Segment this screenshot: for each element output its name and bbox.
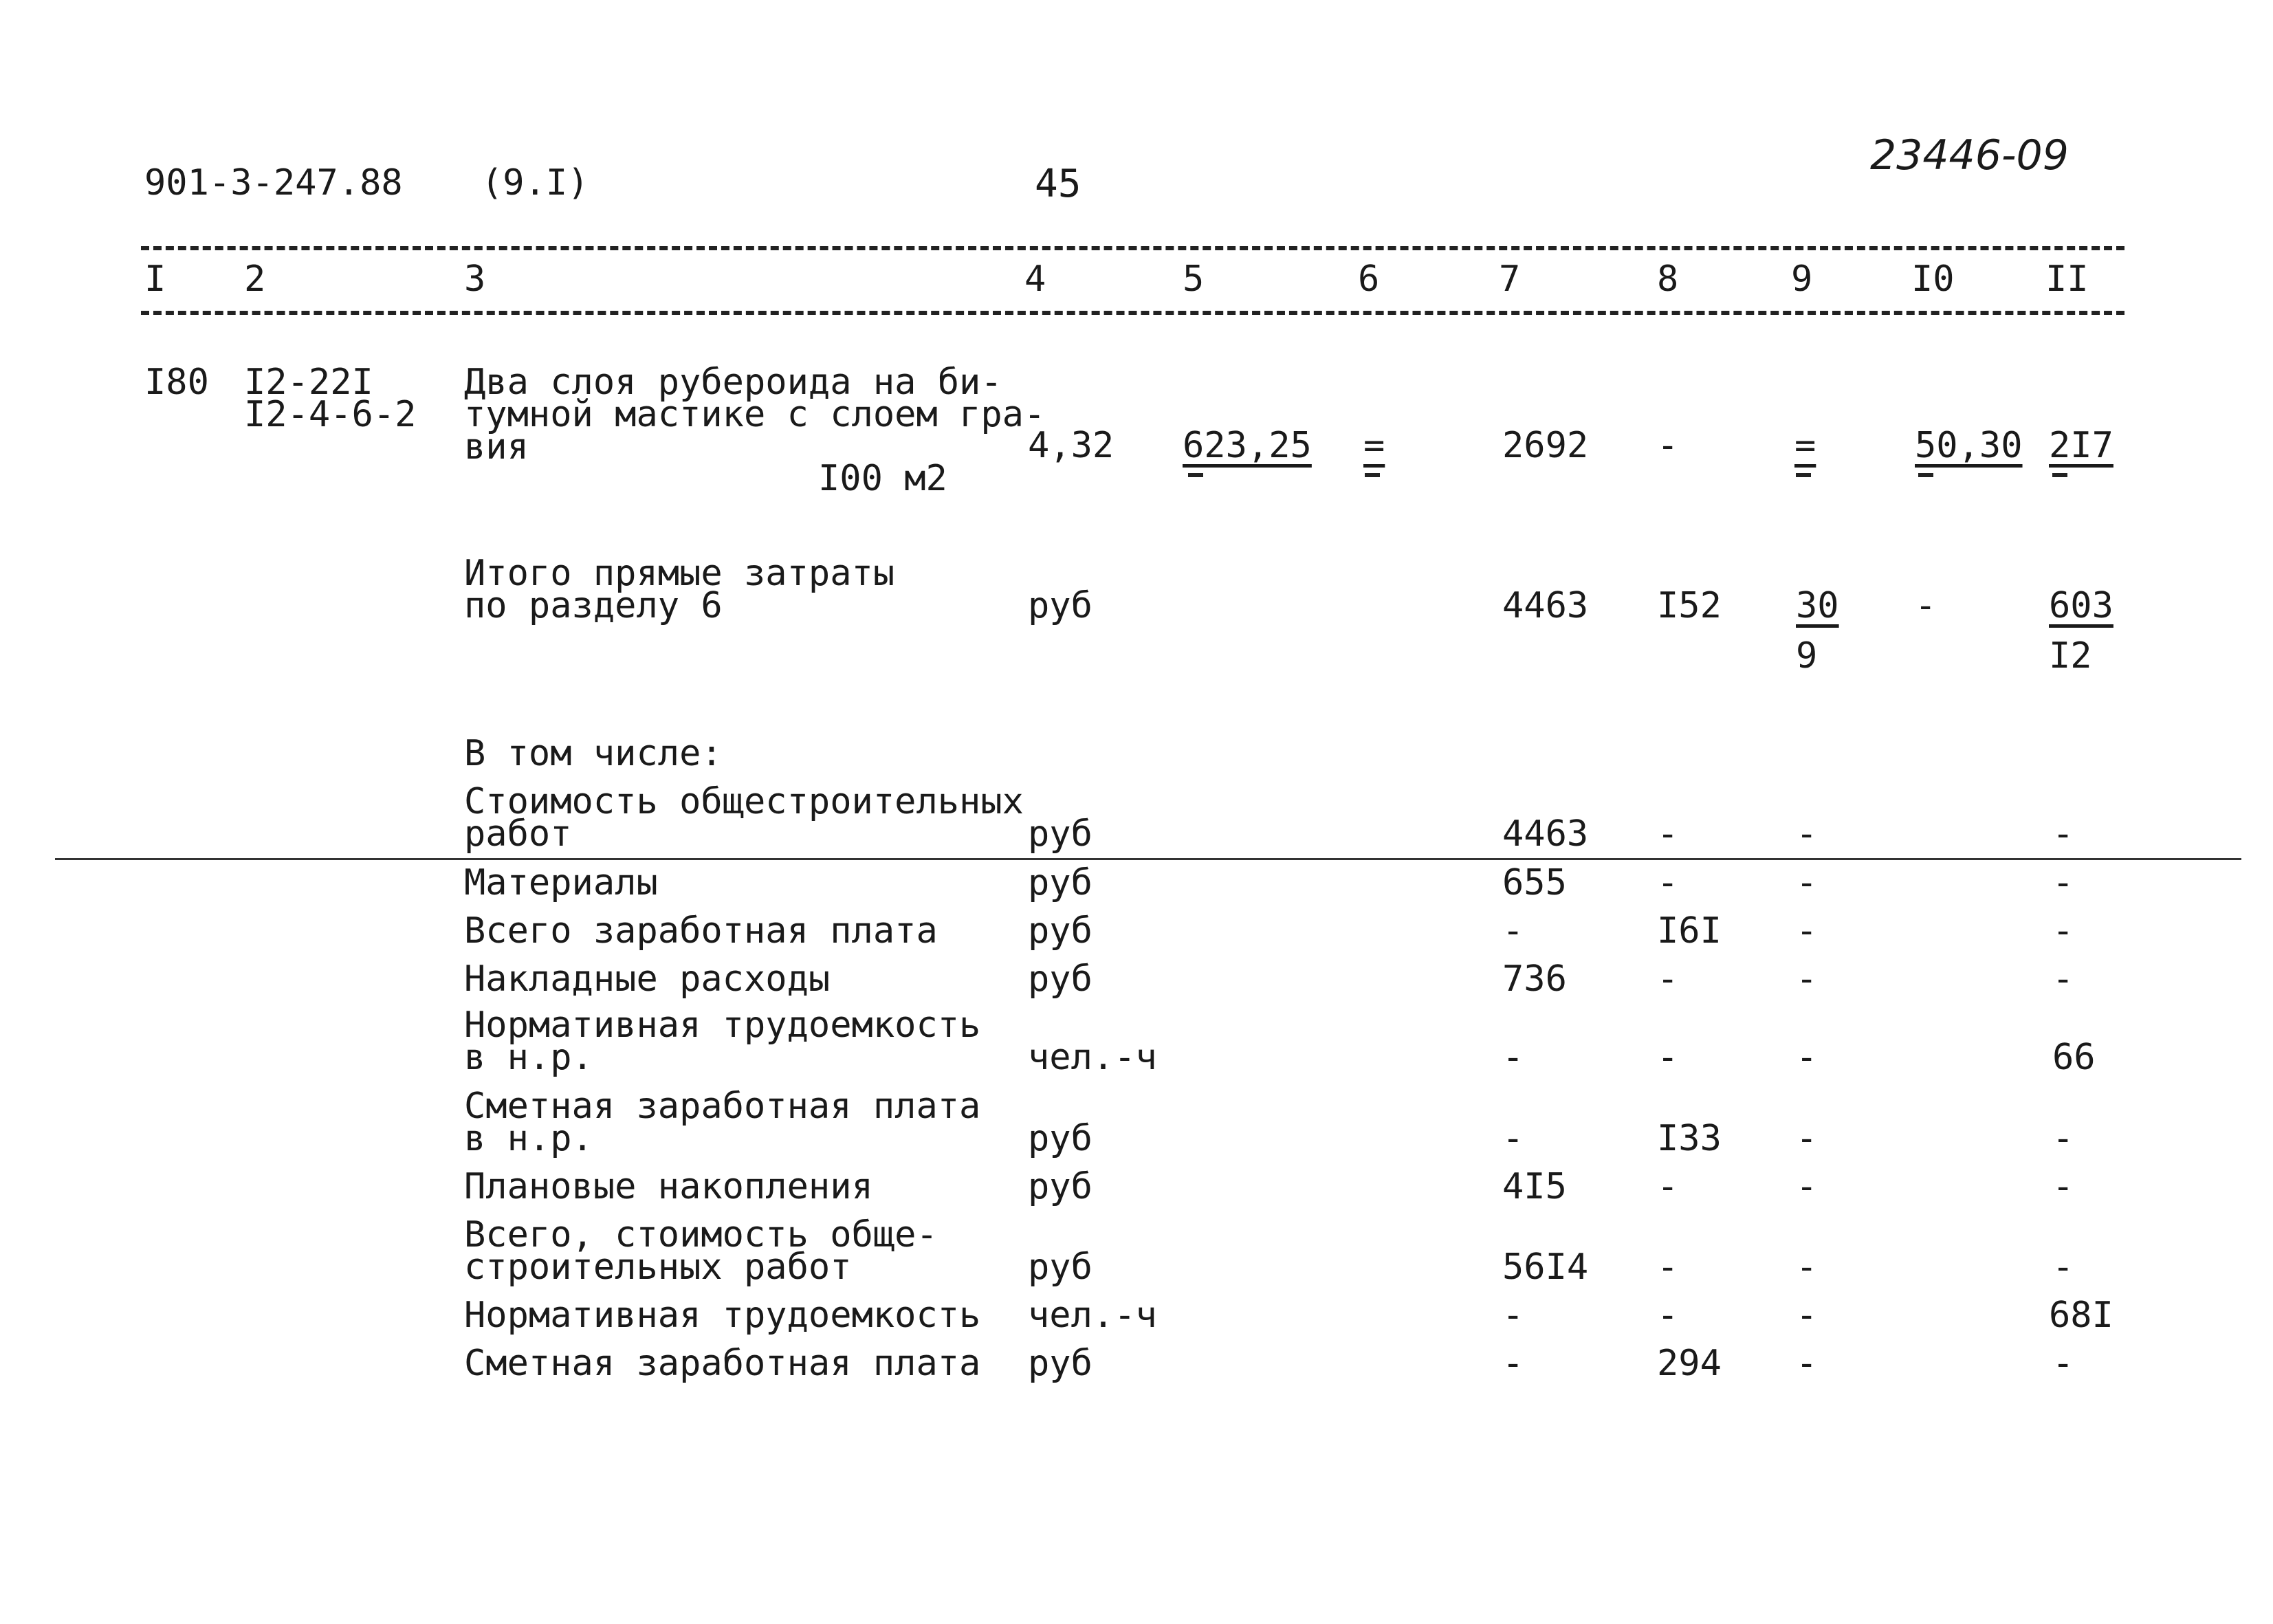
row-labor-col8: - [1657, 1295, 1679, 1336]
row-labor-col9: - [1796, 1295, 1818, 1336]
row-total-wages-col7: - [1502, 910, 1524, 952]
entry-quantity: 4,32 [1028, 425, 1114, 466]
row-total-wages-col8: I6I [1657, 910, 1722, 952]
row-estimated-wages-overhead-unit: руб [1028, 1118, 1092, 1159]
row-labor-overhead-col8: - [1657, 1037, 1679, 1078]
col11-subvalue-dash [2052, 473, 2067, 477]
row-materials-unit: руб [1028, 862, 1092, 903]
row-materials-label: Материалы [464, 862, 658, 903]
total-direct-col11-top: 603 [2049, 585, 2113, 626]
row-general-works-unit: руб [1028, 813, 1092, 855]
row-grand-total-col11: - [2052, 1247, 2074, 1288]
row-total-wages-unit: руб [1028, 910, 1092, 952]
row-planned-savings-unit: руб [1028, 1166, 1092, 1207]
entry-code-2: I2-4-6-2 [244, 394, 417, 435]
row-overheads-col7: 736 [1502, 958, 1567, 1000]
row-estimated-wages-overhead-label-2: в н.р. [464, 1118, 593, 1159]
entry-col9: = [1794, 425, 1816, 466]
entry-description-line-2: тумной мастике с слоем гра- [464, 394, 1046, 435]
row-general-works-col8: - [1657, 813, 1679, 855]
header-top-rule [141, 246, 2124, 250]
entry-col7: 2692 [1502, 425, 1589, 466]
row-overheads-label: Накладные расходы [464, 958, 831, 1000]
row-grand-total-label-1: Всего, стоимость обще- [464, 1214, 938, 1255]
row-total-wages-label: Всего заработная плата [464, 910, 938, 952]
col10-subvalue-dash [1918, 473, 1933, 477]
row-labor-overhead-label-2: в н.р. [464, 1037, 593, 1078]
col-header-3: 3 [464, 259, 486, 300]
row-materials-col7: 655 [1502, 862, 1567, 903]
total-direct-label-2: по разделу 6 [464, 585, 723, 626]
col-header-6: 6 [1358, 259, 1380, 300]
entry-col8: - [1657, 425, 1679, 466]
row-labor-overhead-col7: - [1502, 1037, 1524, 1078]
row-grand-total-label-2: строительных работ [464, 1247, 852, 1288]
row-overheads-unit: руб [1028, 958, 1092, 1000]
row-planned-savings-col9: - [1796, 1166, 1818, 1207]
entry-number: I80 [144, 362, 209, 403]
row-estimated-wages-col9: - [1796, 1343, 1818, 1384]
row-estimated-wages-col11: - [2052, 1343, 2074, 1384]
page-fold-line [55, 858, 2241, 860]
row-general-works-col9: - [1796, 813, 1818, 855]
row-planned-savings-col8: - [1657, 1166, 1679, 1207]
row-planned-savings-col11: - [2052, 1166, 2074, 1207]
row-grand-total-col9: - [1796, 1247, 1818, 1288]
total-direct-label-1: Итого прямые затраты [464, 553, 895, 594]
price-subvalue-dash [1188, 473, 1203, 477]
total-direct-col9-bottom: 9 [1796, 635, 1818, 677]
total-direct-col10: - [1915, 585, 1937, 626]
row-planned-savings-col7: 4I5 [1502, 1166, 1567, 1207]
row-labor-col11: 68I [2049, 1295, 2113, 1336]
row-overheads-col11: - [2052, 958, 2074, 1000]
row-labor-unit: чел.-ч [1028, 1295, 1157, 1336]
row-estimated-wages-unit: руб [1028, 1343, 1092, 1384]
row-planned-savings-label: Плановые накопления [464, 1166, 873, 1207]
row-general-works-col7: 4463 [1502, 813, 1589, 855]
row-estimated-wages-col8: 294 [1657, 1343, 1722, 1384]
row-labor-overhead-unit: чел.-ч [1028, 1037, 1157, 1078]
row-materials-col11: - [2052, 862, 2074, 903]
row-estimated-wages-overhead-col11: - [2052, 1118, 2074, 1159]
row-total-wages-col9: - [1796, 910, 1818, 952]
row-general-works-label-1: Стоимость общестроительных [464, 781, 1024, 822]
archive-stamp: 23446-09 [1870, 131, 2069, 179]
section-number: (9.I) [481, 162, 589, 204]
col-header-11: II [2045, 259, 2089, 300]
row-estimated-wages-overhead-col8: I33 [1657, 1118, 1722, 1159]
row-labor-overhead-label-1: Нормативная трудоемкость [464, 1005, 981, 1046]
col-header-1: I [144, 259, 166, 300]
row-labor-overhead-col11: 66 [2052, 1037, 2096, 1078]
total-direct-unit: руб [1028, 585, 1092, 626]
entry-col10: 50,30 [1915, 425, 2023, 466]
entry-unit-price: 623,25 [1183, 425, 1312, 466]
col-header-8: 8 [1657, 259, 1679, 300]
total-direct-col8: I52 [1657, 585, 1722, 626]
row-estimated-wages-col7: - [1502, 1343, 1524, 1384]
col-header-9: 9 [1791, 259, 1813, 300]
row-grand-total-unit: руб [1028, 1247, 1092, 1288]
col-header-7: 7 [1499, 259, 1521, 300]
row-estimated-wages-overhead-col9: - [1796, 1118, 1818, 1159]
row-grand-total-col8: - [1657, 1247, 1679, 1288]
col6-subvalue-dash [1365, 473, 1380, 477]
breakdown-heading: В том числе: [464, 733, 723, 774]
col-header-5: 5 [1183, 259, 1205, 300]
header-bottom-rule [141, 311, 2124, 315]
col-header-4: 4 [1024, 259, 1046, 300]
row-grand-total-col7: 56I4 [1502, 1247, 1589, 1288]
row-general-works-col11: - [2052, 813, 2074, 855]
col-header-10: I0 [1911, 259, 1955, 300]
row-labor-label: Нормативная трудоемкость [464, 1295, 981, 1336]
row-overheads-col9: - [1796, 958, 1818, 1000]
col9-subvalue-dash [1796, 473, 1811, 477]
entry-unit: I00 м2 [818, 458, 947, 499]
row-materials-col9: - [1796, 862, 1818, 903]
row-labor-overhead-col9: - [1796, 1037, 1818, 1078]
row-estimated-wages-label: Сметная заработная плата [464, 1343, 981, 1384]
col-header-2: 2 [244, 259, 266, 300]
entry-description-line-3: вия [464, 426, 529, 468]
row-materials-col8: - [1657, 862, 1679, 903]
total-direct-col7: 4463 [1502, 585, 1589, 626]
total-direct-col11-bottom: I2 [2049, 635, 2092, 677]
entry-code-1: I2-22I [244, 362, 373, 403]
row-general-works-label-2: работ [464, 813, 572, 855]
entry-description-line-1: Два слоя рубероида на би- [464, 362, 1002, 403]
total-direct-col9-top: 30 [1796, 585, 1839, 626]
row-labor-col7: - [1502, 1295, 1524, 1336]
row-estimated-wages-overhead-label-1: Сметная заработная плата [464, 1086, 981, 1127]
row-estimated-wages-overhead-col7: - [1502, 1118, 1524, 1159]
entry-col6: = [1363, 425, 1385, 466]
row-overheads-col8: - [1657, 958, 1679, 1000]
row-total-wages-col11: - [2052, 910, 2074, 952]
entry-col11: 2I7 [2049, 425, 2113, 466]
document-code: 901-3-247.88 [144, 162, 403, 204]
page-number: 45 [1035, 162, 1081, 206]
